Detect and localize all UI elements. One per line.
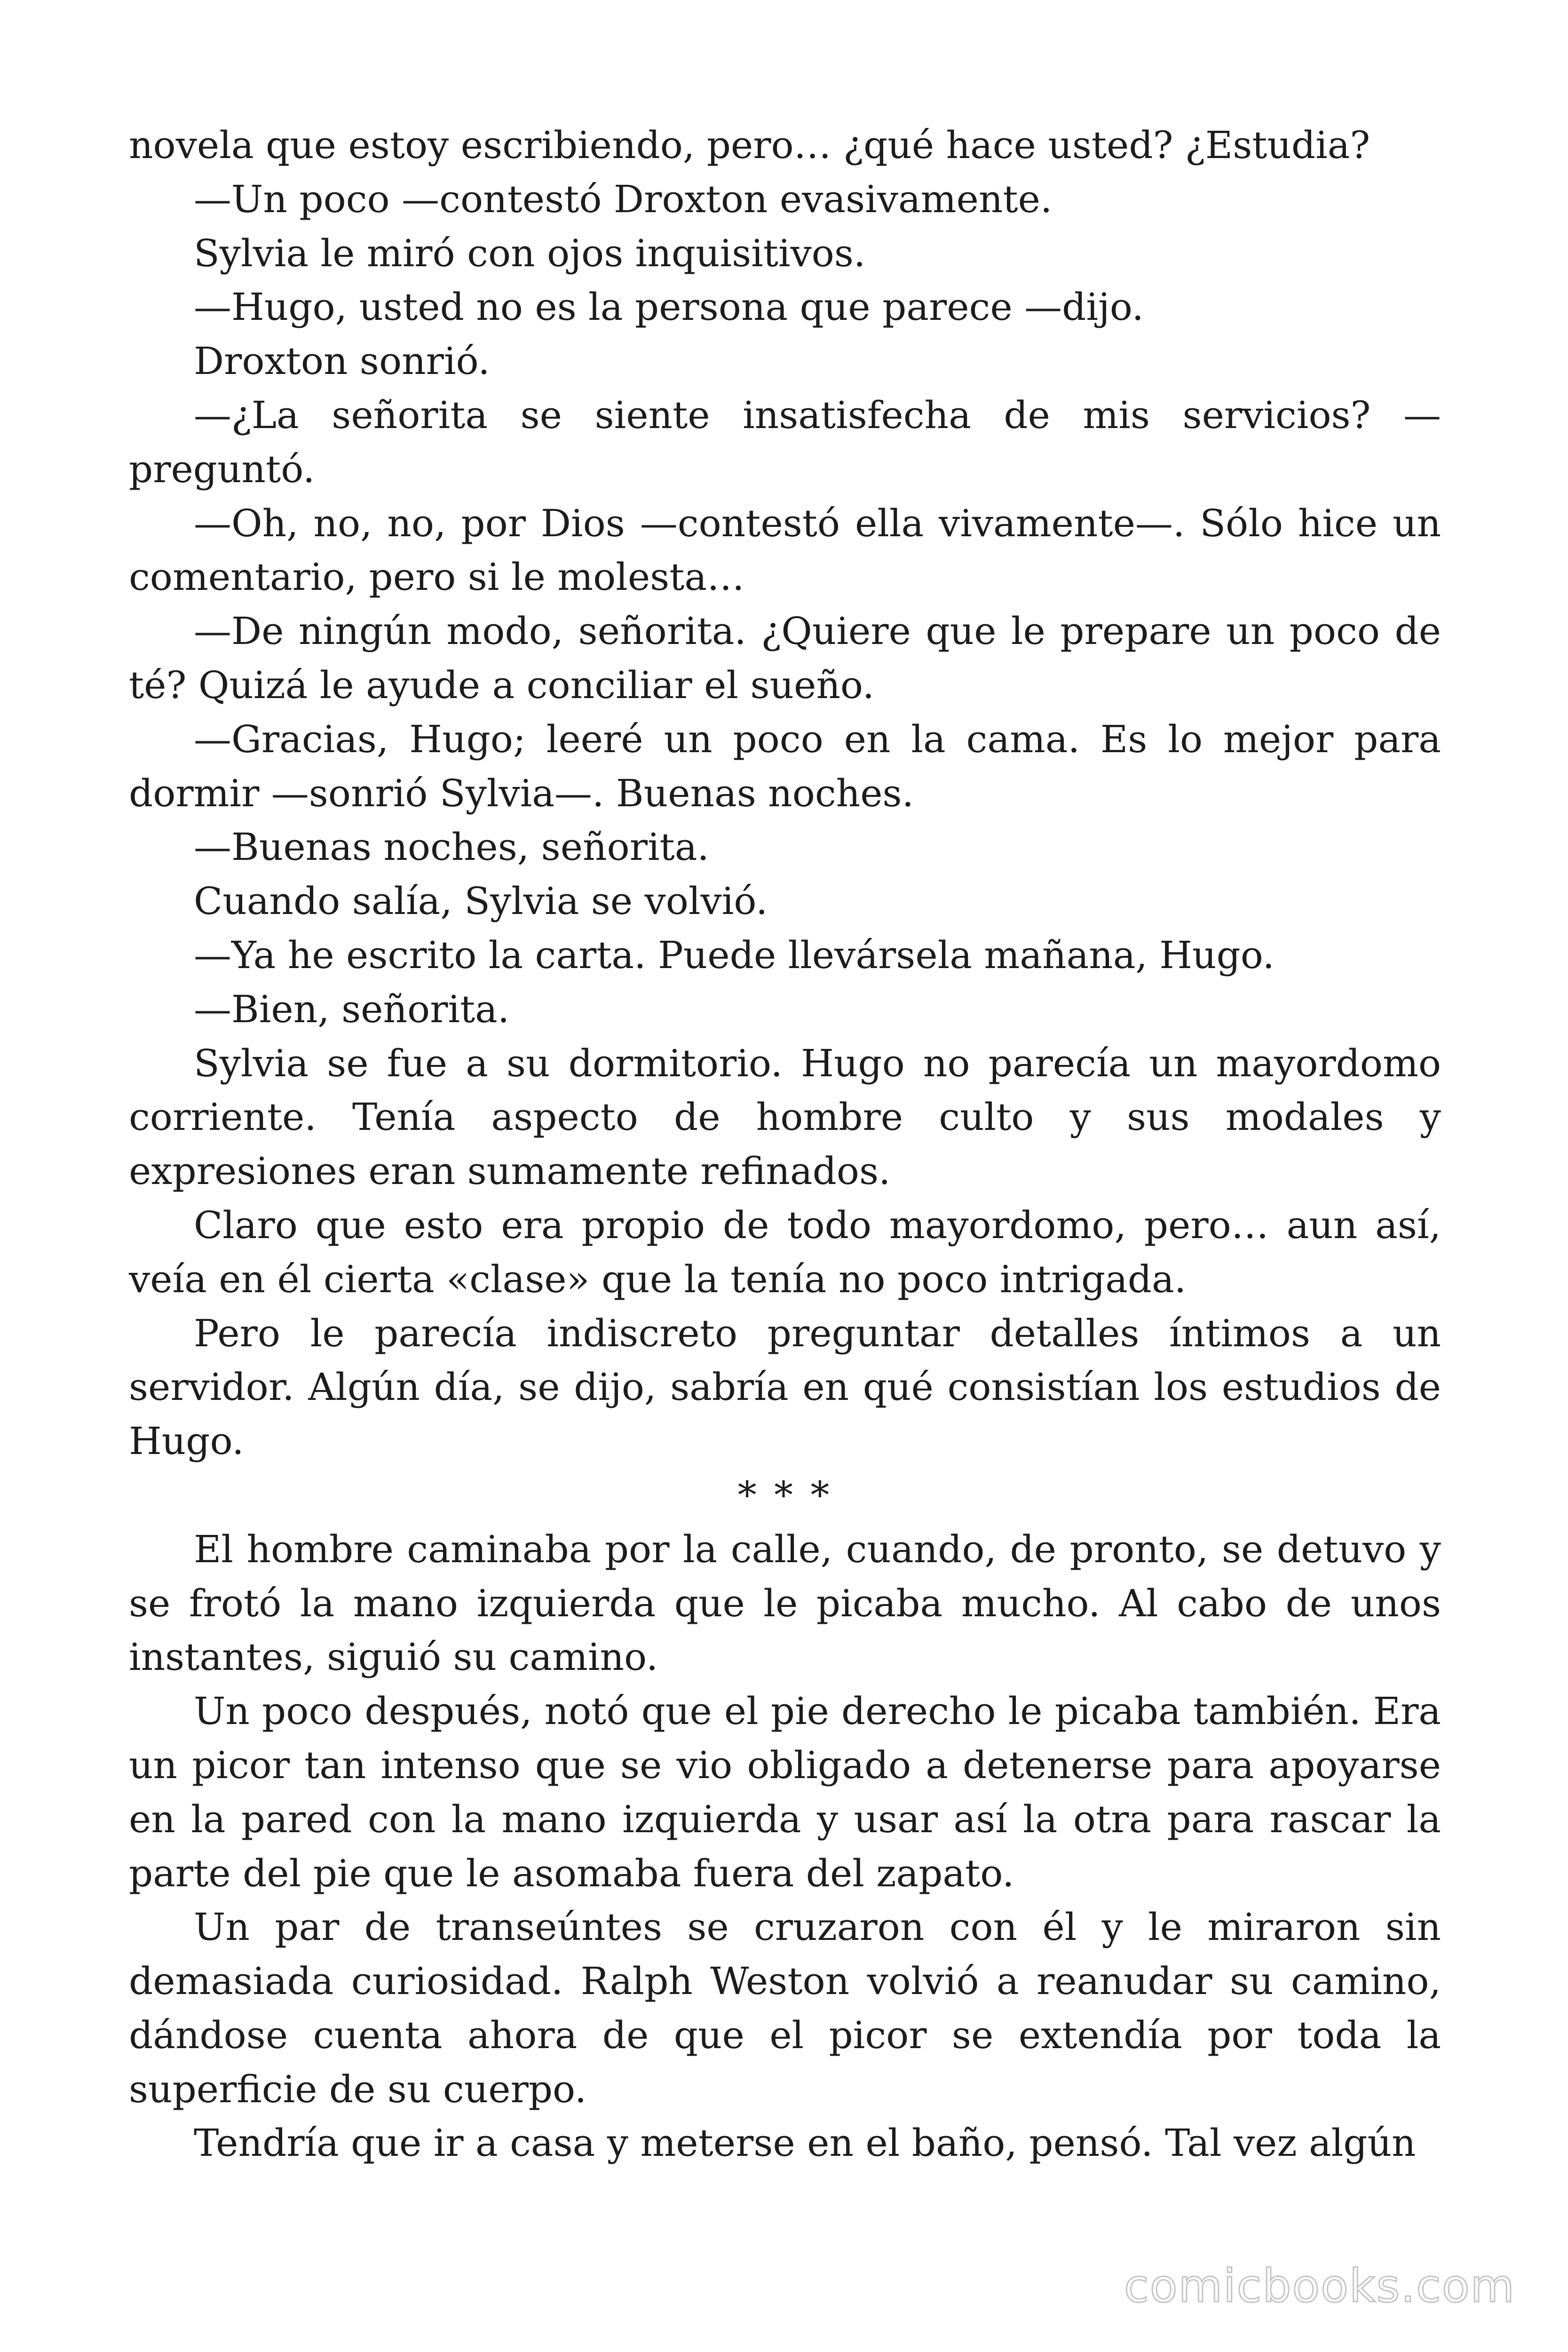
paragraph: Un poco después, notó que el pie derecho le picaba también. Era un picor tan intenso que se vio obligado a detenerse para apoyarse en la pared con la mano izquierda y usar así la otra para rascar la parte del pie que le asomaba fuera del zapato. (129, 1689, 1441, 1895)
paragraph: —Un poco —contestó Droxton evasivamente. (194, 177, 1053, 221)
paragraph: Tendría que ir a casa y meterse en el baño, pensó. Tal vez algún (194, 2121, 1416, 2165)
paragraph: —¿La señorita se siente insatisfecha de mis servicios? —preguntó. (129, 393, 1441, 491)
paragraph: —Ya he escrito la carta. Puede llevársela mañana, Hugo. (194, 933, 1275, 977)
paragraph: novela que estoy escribiendo, pero… ¿qué hace usted? ¿Estudia? (129, 123, 1370, 167)
paragraph: Pero le parecía indiscreto preguntar detalles íntimos a un servidor. Algún día, se dijo, sabría en qué consistían los estudios de Hugo. (129, 1311, 1441, 1463)
paragraph: —Oh, no, no, por Dios —contestó ella vivamente—. Sólo hice un comentario, pero si le molesta… (129, 501, 1441, 599)
paragraph: Droxton sonrió. (194, 339, 490, 383)
paragraph: Un par de transeúntes se cruzaron con él y le miraron sin demasiada curiosidad. Ralph Weston volvió a reanudar su camino, dándose cuenta ahora de que el picor se extendía por toda la superficie de su cuerpo. (129, 1905, 1441, 2111)
page-body (129, 119, 1441, 2170)
text-block-before (129, 119, 1441, 1469)
paragraph: Claro que esto era propio de todo mayordomo, pero… aun así, veía en él cierta «clase» que la tenía no poco intrigada. (129, 1203, 1441, 1301)
text-block-after (129, 1523, 1441, 2171)
paragraph: —De ningún modo, señorita. ¿Quiere que le prepare un poco de té? Quizá le ayude a conciliar el sueño. (129, 609, 1441, 707)
section-separator: * * * (737, 1473, 832, 1517)
paragraph: —Hugo, usted no es la persona que parece —dijo. (194, 285, 1144, 329)
paragraph: —Buenas noches, señorita. (194, 825, 709, 869)
paragraph: Sylvia se fue a su dormitorio. Hugo no parecía un mayordomo corriente. Tenía aspecto de hombre culto y sus modales y expresiones eran sumamente refinados. (129, 1041, 1441, 1193)
paragraph: Sylvia le miró con ojos inquisitivos. (194, 231, 866, 275)
paragraph: —Bien, señorita. (194, 987, 510, 1031)
paragraph: Cuando salía, Sylvia se volvió. (194, 879, 768, 923)
paragraph: El hombre caminaba por la calle, cuando, de pronto, se detuvo y se frotó la mano izquierda que le picaba mucho. Al cabo de unos instantes, siguió su camino. (129, 1527, 1441, 1679)
watermark-logo: comicbooks.com (1124, 2260, 1515, 2312)
paragraph: —Gracias, Hugo; leeré un poco en la cama. Es lo mejor para dormir —sonrió Sylvia—. Buenas noches. (129, 717, 1441, 815)
